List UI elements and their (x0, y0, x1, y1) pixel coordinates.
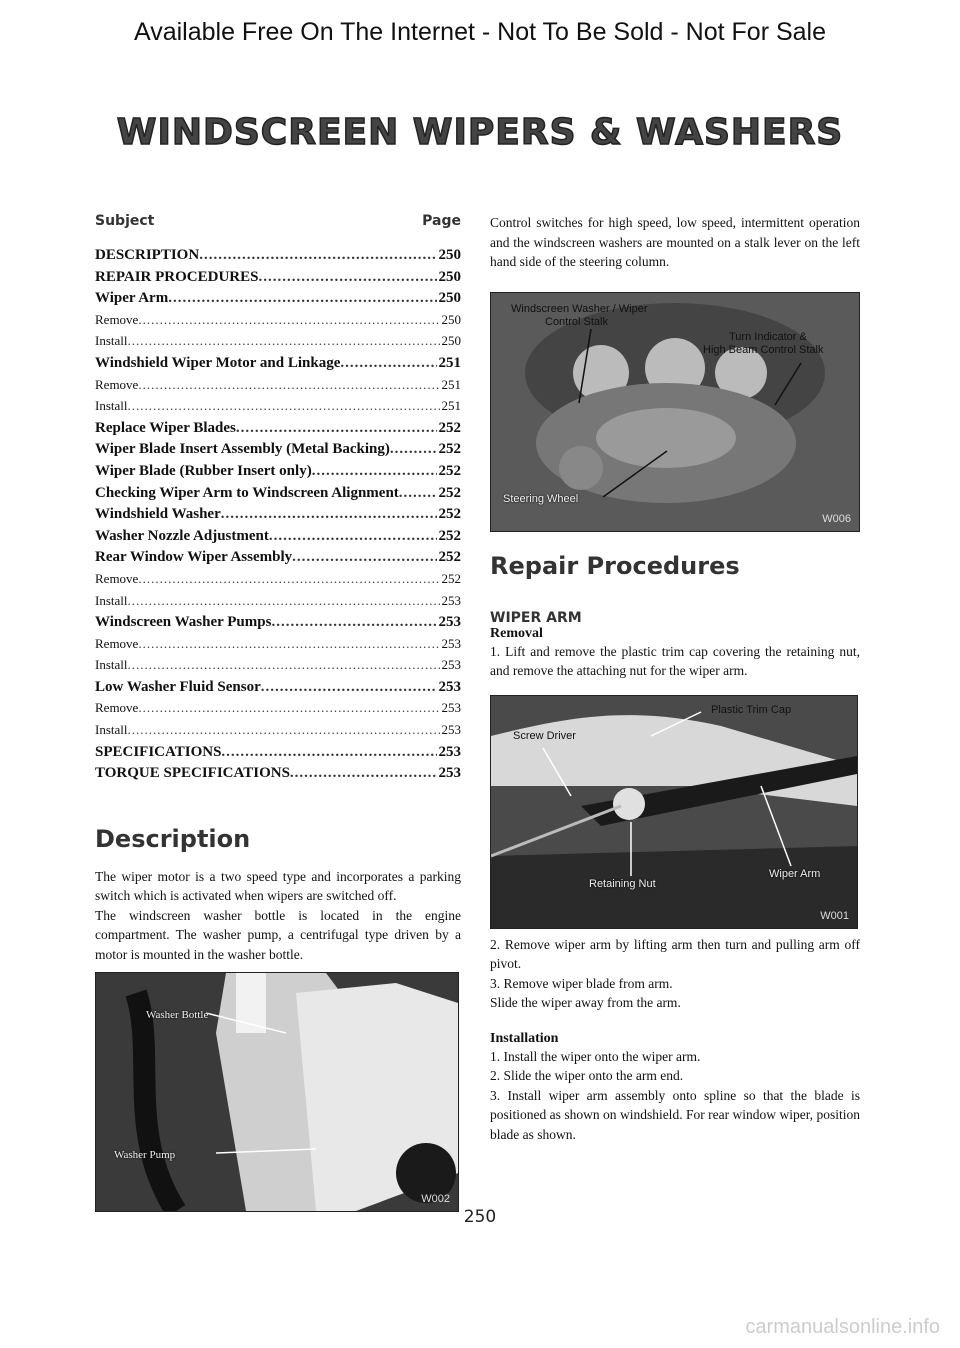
toc-row-page: 252 (438, 549, 461, 566)
toc-row-leader (138, 377, 439, 393)
toc-row-label: Remove (95, 311, 139, 327)
toc-row-leader (290, 765, 437, 782)
toc-row (95, 420, 461, 442)
toc-row-page: 250 (438, 247, 461, 263)
removal-step-3b: Slide the wiper away from the arm. (490, 995, 681, 1010)
toc-row (95, 269, 461, 291)
control-switches-paragraph: Control switches for high speed, low speed, intermittent operation and the windscreen washers are mounted on a stalk lever on the left hand side of the steering column. (490, 215, 860, 269)
toc-row-page: 250 (438, 268, 461, 285)
photo-code-w006: W006 (822, 512, 851, 525)
removal-step-1: 1. Lift and remove the plastic trim cap covering the retaining nut, and remove the attaching nut for the wiper arm. (490, 643, 860, 678)
toc-row-label: Wiper Blade (Rubber Insert only) (95, 462, 312, 479)
toc-row-label: Remove (95, 376, 139, 392)
toc-row (95, 765, 461, 787)
toc-row (95, 744, 461, 766)
toc-row (95, 247, 461, 269)
toc-row-label: Remove (95, 570, 139, 586)
toc-row (95, 614, 461, 636)
table-of-contents (95, 247, 461, 787)
toc-row-label: Windscreen Washer Pumps (95, 614, 272, 631)
toc-row-page: 251 (441, 398, 461, 414)
toc-row-leader (312, 463, 437, 480)
toc-row (95, 355, 461, 377)
toc-row-label: SPECIFICATIONS (95, 743, 222, 760)
toc-row-page: 253 (441, 592, 461, 608)
toc-row-page: 253 (441, 635, 461, 651)
toc-row-page: 250 (438, 290, 461, 307)
toc-row-label: Remove (95, 635, 139, 651)
toc-row-leader (138, 312, 439, 328)
toc-row-leader (138, 571, 439, 587)
toc-row-label: Wiper Blade Insert Assembly (Metal Backing) (95, 441, 390, 458)
toc-row (95, 636, 461, 658)
wiper-arm-photo (490, 695, 858, 929)
toc-row-label: Remove (95, 700, 139, 716)
page-number: 250 (463, 1207, 497, 1227)
toc-row-leader (138, 636, 439, 652)
toc-row (95, 593, 461, 615)
description-paragraph-2: The windscreen washer bottle is located in the engine compartment. The washer pump, a centrifugal type driven by a motor is mounted in the washer bottle. (95, 907, 461, 962)
toc-row-leader (269, 528, 437, 545)
toc-row-page: 251 (438, 354, 461, 371)
toc-row-page: 253 (441, 657, 461, 673)
toc-row (95, 333, 461, 355)
toc-row-leader (221, 506, 437, 523)
toc-row-page: 252 (438, 462, 461, 479)
toc-row-page: 252 (438, 441, 461, 458)
toc-row-label: Low Washer Fluid Sensor (95, 678, 261, 695)
washer-bottle-label: Washer Bottle (146, 1009, 209, 1022)
repair-procedures-heading: Repair Procedures (490, 551, 740, 580)
toc-row (95, 657, 461, 679)
toc-row (95, 441, 461, 463)
toc-row-leader (168, 290, 436, 307)
toc-row-leader (236, 420, 437, 437)
toc-row-label: TORQUE SPECIFICATIONS (95, 765, 290, 782)
toc-row-page: 252 (441, 570, 461, 586)
description-paragraph-1: The wiper motor is a two speed type and incorporates a parking switch which is activated when wipers are switched off. (95, 868, 461, 904)
toc-page-label: Page (422, 213, 461, 229)
toc-row-label: Install (95, 592, 128, 608)
steering-column-photo (490, 292, 860, 532)
toc-row-leader (128, 722, 440, 738)
steering-wheel-label: Steering Wheel (503, 492, 579, 505)
photo-code-w002: W002 (421, 1193, 450, 1206)
screw-driver-label: Screw Driver (513, 729, 576, 742)
toc-row-page: 250 (441, 333, 461, 349)
toc-row-page: 252 (438, 506, 461, 523)
washer-stalk-label-line1: Windscreen Washer / Wiper (511, 302, 648, 315)
toc-row (95, 463, 461, 485)
washer-bottle-photo (95, 972, 459, 1212)
washer-pump-label: Washer Pump (114, 1149, 176, 1162)
toc-row-leader (128, 333, 440, 349)
availability-banner: Available Free On The Internet - Not To Be Sold - Not For Sale (133, 18, 827, 46)
footer-watermark: carmanualsonline.info (745, 1316, 940, 1338)
toc-row-leader (261, 679, 437, 696)
toc-row (95, 722, 461, 744)
toc-row (95, 571, 461, 593)
description-heading: Description (95, 824, 251, 853)
removal-step-2: 2. Remove wiper arm by lifting arm then turn and pulling arm off pivot. (490, 936, 860, 971)
toc-row-leader (128, 593, 440, 609)
toc-row-label: Wiper Arm (95, 290, 169, 307)
toc-row-page: 252 (438, 419, 461, 436)
toc-row-leader (128, 657, 440, 673)
toc-row (95, 398, 461, 420)
toc-row-leader (390, 441, 437, 458)
toc-row-label: Install (95, 722, 128, 738)
retaining-nut-label: Retaining Nut (589, 877, 656, 890)
wiper-arm-label: Wiper Arm (769, 867, 821, 880)
toc-row (95, 485, 461, 507)
toc-row-label: Checking Wiper Arm to Windscreen Alignment (95, 484, 399, 501)
toc-row (95, 549, 461, 571)
toc-row-label: Washer Nozzle Adjustment (95, 527, 269, 544)
left-column (95, 213, 461, 1212)
toc-row-page: 253 (438, 678, 461, 695)
toc-row-page: 253 (438, 765, 461, 782)
toc-row-leader (258, 269, 436, 286)
toc-row-leader (199, 247, 436, 264)
toc-row-page: 251 (441, 376, 461, 392)
toc-row-label: Windshield Wiper Motor and Linkage (95, 354, 341, 371)
washer-stalk-label-line2: Control Stalk (545, 315, 608, 328)
toc-row (95, 700, 461, 722)
installation-heading: Installation (490, 1030, 559, 1046)
toc-row-page: 250 (441, 311, 461, 327)
toc-row-page: 253 (438, 743, 461, 760)
toc-row-page: 253 (438, 614, 461, 631)
toc-row (95, 377, 461, 399)
toc-row-label: Install (95, 657, 128, 673)
toc-header (95, 213, 461, 229)
turn-indicator-label-line2: High Beam Control Stalk (703, 343, 824, 356)
toc-row-page: 253 (441, 700, 461, 716)
toc-row (95, 506, 461, 528)
installation-step-1: 1. Install the wiper onto the wiper arm. (490, 1048, 701, 1064)
toc-row-leader (138, 700, 439, 716)
toc-row-leader (128, 398, 440, 414)
toc-row-label: Install (95, 333, 128, 349)
toc-row-label: Windshield Washer (95, 506, 221, 523)
toc-row-label: REPAIR PROCEDURES (95, 268, 259, 285)
toc-row (95, 528, 461, 550)
toc-row-leader (292, 549, 436, 566)
toc-row-leader (340, 355, 436, 372)
removal-heading: Removal (490, 625, 543, 641)
toc-row-page: 253 (441, 722, 461, 738)
page-title: WINDSCREEN WIPERS & WASHERS (116, 112, 844, 153)
toc-row (95, 312, 461, 334)
toc-row-page: 252 (438, 484, 461, 501)
toc-row (95, 290, 461, 312)
toc-row-label: Rear Window Wiper Assembly (95, 549, 293, 566)
installation-step-3: 3. Install wiper arm assembly onto spline so that the blade is positioned as shown on windshield. For rear window wiper, position blade as shown. (490, 1087, 860, 1142)
wiper-arm-heading: WIPER ARM (490, 609, 582, 626)
toc-row-label: Replace Wiper Blades (95, 419, 236, 436)
toc-row-leader (221, 744, 436, 761)
turn-indicator-label-line1: Turn Indicator & (729, 330, 807, 343)
installation-step-2: 2. Slide the wiper onto the arm end. (490, 1068, 684, 1083)
right-column (490, 213, 860, 1144)
toc-row-leader (271, 614, 436, 631)
toc-row-page: 252 (438, 527, 461, 544)
toc-row-leader (399, 485, 437, 502)
plastic-trim-cap-label: Plastic Trim Cap (711, 703, 792, 716)
toc-subject-label: Subject (95, 213, 155, 229)
photo-code-w001: W001 (820, 909, 849, 922)
toc-row-label: DESCRIPTION (95, 247, 200, 263)
removal-step-3: 3. Remove wiper blade from arm. (490, 975, 673, 991)
toc-row (95, 679, 461, 701)
toc-row-label: Install (95, 398, 128, 414)
